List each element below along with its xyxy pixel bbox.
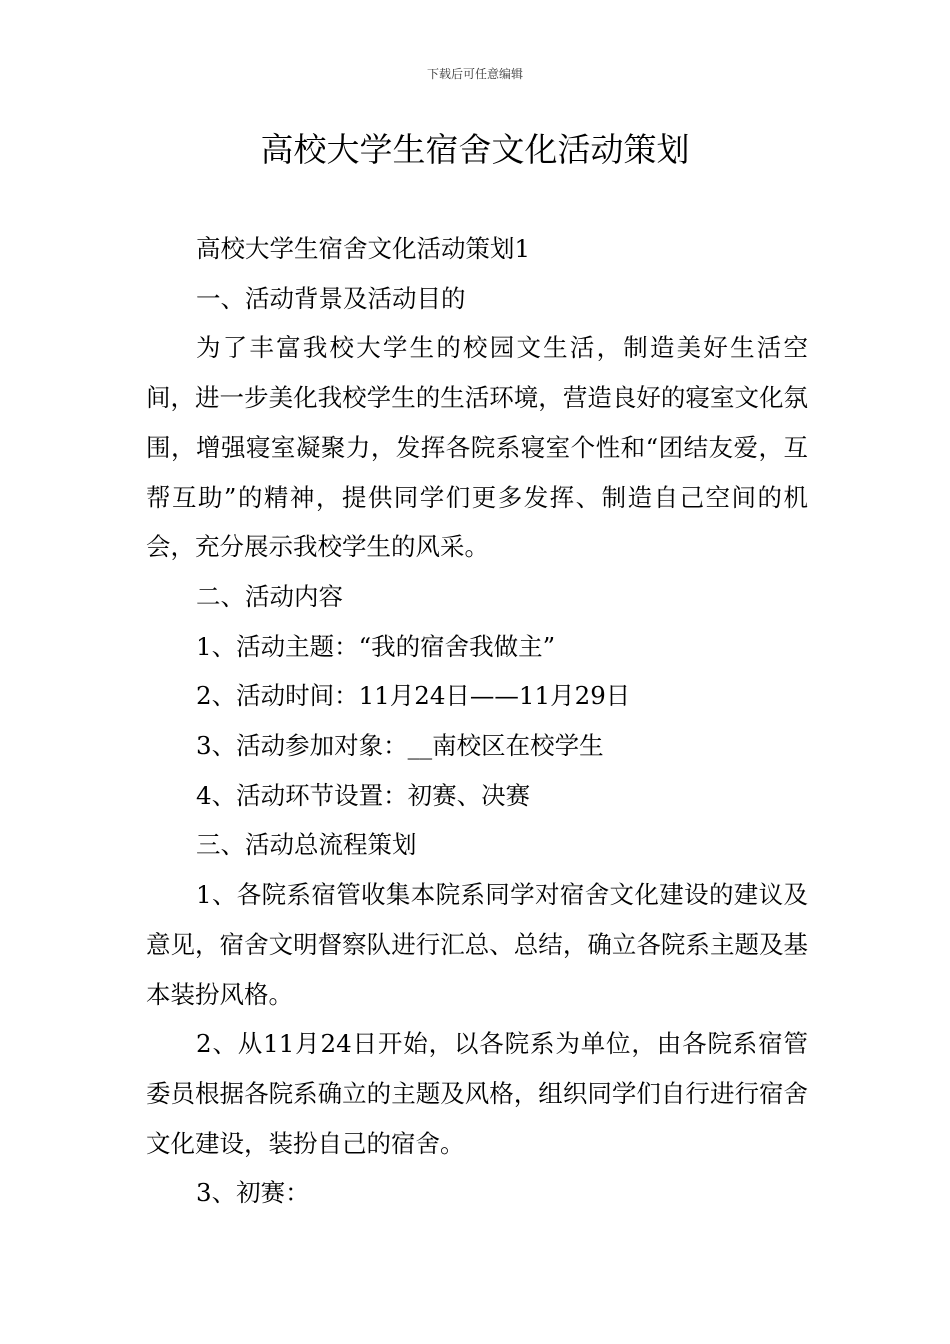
paragraph-subtitle: 高校大学生宿舍文化活动策划1 [196, 234, 531, 263]
list-item-theme: 1、活动主题：“我的宿舍我做主” [196, 631, 556, 661]
heading-content: 二、活动内容 [196, 581, 343, 611]
heading-background: 一、活动背景及活动目的 [196, 283, 466, 313]
paragraph-step-1: 1、各院系宿管收集本院系同学对宿舍文化建设的建议及意见，宿舍文明督察队进行汇总、总结，确立各院系主题及基本装扮风格。 [146, 880, 808, 1009]
list-item-participants: 3、活动参加对象：__南校区在校学生 [196, 731, 604, 761]
document-title: 高校大学生宿舍文化活动策划 [260, 130, 690, 169]
paragraph-step-2: 2、从11月24日开始，以各院系为单位，由各院系宿管委员根据各院系确立的主题及风格，组织同学们自行进行宿舍文化建设，装扮自己的宿舍。 [146, 1029, 808, 1158]
header-note: 下载后可任意编辑 [426, 67, 523, 81]
document-body [146, 224, 808, 1218]
paragraph-step-3: 3、初赛： [196, 1178, 310, 1208]
list-item-time: 2、活动时间：11月24日——11月29日 [196, 681, 631, 711]
paragraph-background: 为了丰富我校大学生的校园文生活，制造美好生活空间，进一步美化我校学生的生活环境，营造良好的寝室文化氛围，增强寝室凝聚力，发挥各院系寝室个性和“团结友爱，互帮互助”的精神，提供同学们更多发挥、制造自己空间的机会，充分展示我校学生的风采。 [146, 333, 808, 562]
list-item-stages: 4、活动环节设置：初赛、决赛 [196, 780, 531, 810]
heading-process: 三、活动总流程策划 [196, 830, 417, 860]
